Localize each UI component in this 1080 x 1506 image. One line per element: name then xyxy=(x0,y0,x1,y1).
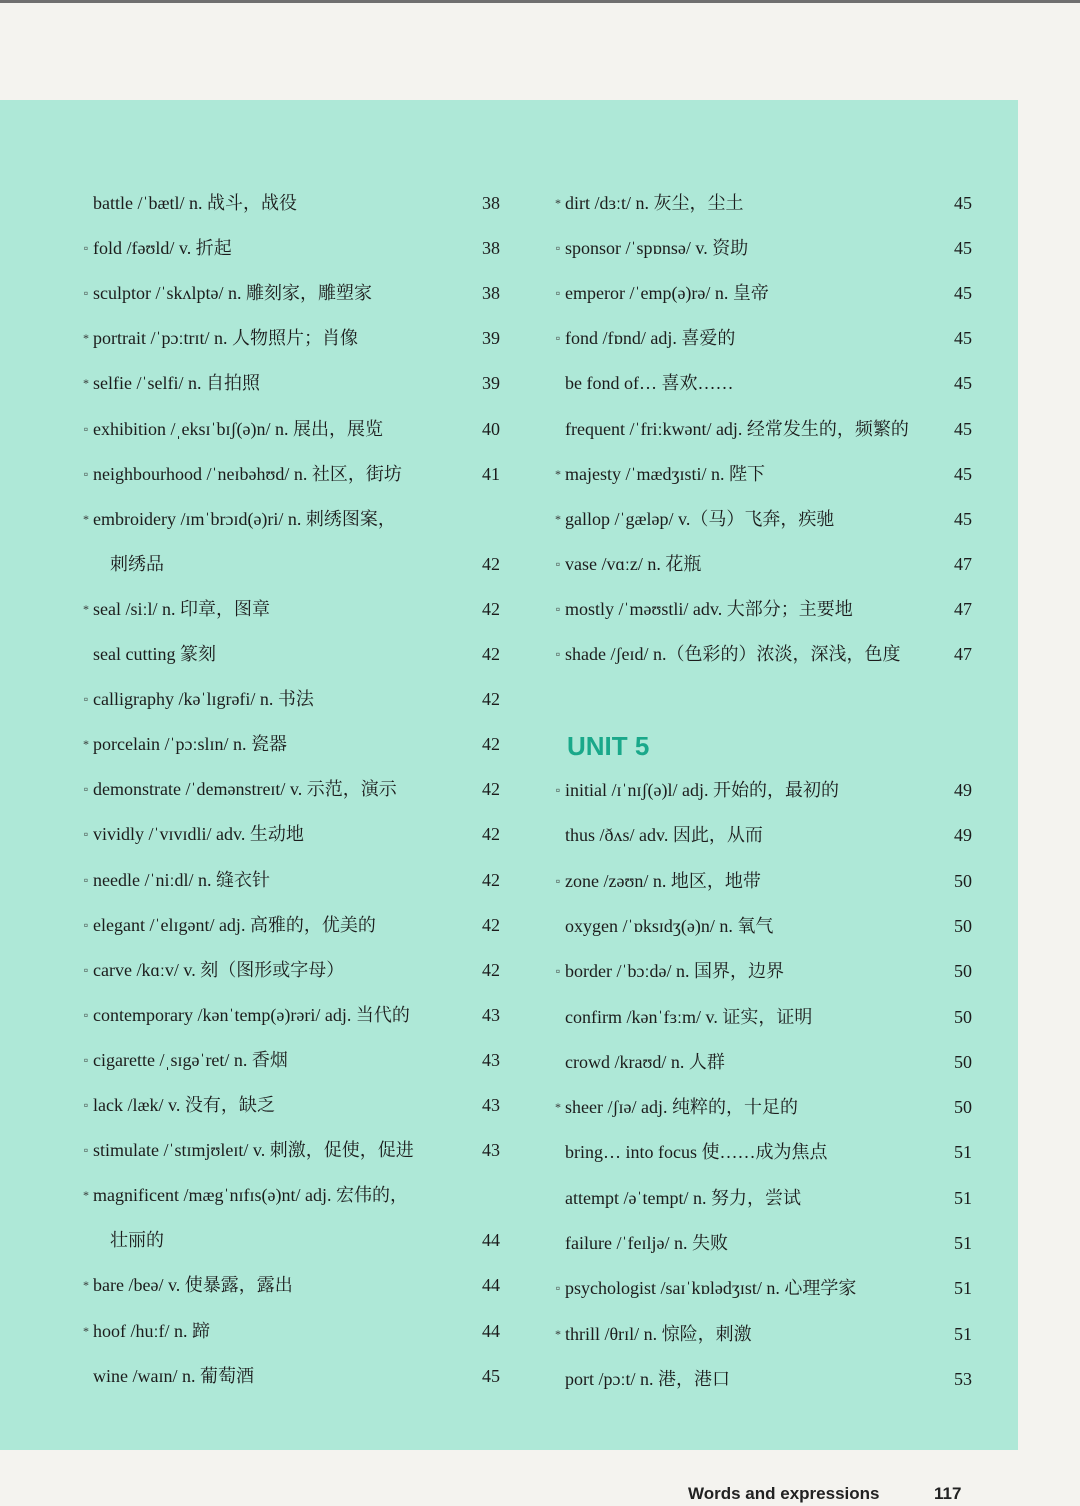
entry-text: porcelain /ˈpɔːslɪn/ n. 瓷器 xyxy=(93,734,287,755)
vocab-entry xyxy=(552,1046,972,1078)
star-marker-icon: * xyxy=(83,1278,89,1293)
entry-page-number: 42 xyxy=(482,869,500,890)
entry-page-number: 43 xyxy=(482,1095,500,1115)
vocab-entry xyxy=(552,593,972,625)
entry-page-number: 42 xyxy=(482,598,500,619)
entry-page-number: 49 xyxy=(954,825,972,846)
entry-page-number: 42 xyxy=(482,644,500,664)
entry-text: needle /ˈniːdl/ n. 缝衣针 xyxy=(93,869,270,890)
vocab-entry xyxy=(552,277,972,309)
vocab-entry xyxy=(80,999,500,1031)
entry-page-number: 45 xyxy=(482,1365,500,1386)
entry-text: sheer /ʃɪə/ adj. 纯粹的，十足的 xyxy=(565,1097,798,1118)
entry-text: frequent /ˈfriːkwənt/ adj. 经常发生的，频繁的 xyxy=(565,418,909,439)
star-marker-icon: * xyxy=(555,1326,561,1341)
star-marker-icon: * xyxy=(555,1100,561,1115)
entry-text: initial /ɪˈnɪʃ(ə)l/ adj. 开始的，最初的 xyxy=(565,780,839,800)
entry-text: battle /ˈbætl/ n. 战斗，战役 xyxy=(93,193,297,213)
entry-page-number: 39 xyxy=(482,328,500,349)
entry-text: hoof /huːf/ n. 蹄 xyxy=(93,1320,210,1341)
box-marker-icon: ▫ xyxy=(83,241,89,256)
entry-page-number: 49 xyxy=(954,780,972,800)
box-marker-icon: ▫ xyxy=(555,964,561,979)
page-footer xyxy=(688,1484,962,1504)
star-marker-icon: * xyxy=(555,511,561,526)
top-rule xyxy=(0,0,1080,3)
vocab-entry xyxy=(552,1227,972,1259)
entry-text: port /pɔːt/ n. 港，港口 xyxy=(565,1368,730,1389)
entry-text: crowd /kraʊd/ n. 人群 xyxy=(565,1051,725,1072)
entry-page-number: 39 xyxy=(482,373,500,394)
box-marker-icon: ▫ xyxy=(83,1098,89,1112)
vocab-entry xyxy=(80,1089,500,1121)
star-marker-icon: * xyxy=(83,1188,89,1203)
entry-page-number: 42 xyxy=(482,959,500,980)
entry-page-number: 38 xyxy=(482,283,500,304)
entry-page-number: 38 xyxy=(482,193,500,213)
entry-text: oxygen /ˈɒksɪdʒ(ə)n/ n. 氧气 xyxy=(565,915,774,936)
entry-page-number: 51 xyxy=(954,1233,972,1253)
entry-text: thrill /θrɪl/ n. 惊险，刺激 xyxy=(565,1323,752,1344)
box-marker-icon: ▫ xyxy=(83,962,89,977)
entry-text: elegant /ˈelɪgənt/ adj. 高雅的，优美的 xyxy=(93,914,376,935)
vocab-entry xyxy=(552,1318,972,1350)
box-marker-icon: ▫ xyxy=(83,782,89,797)
vocab-entry xyxy=(80,864,500,896)
entry-text: mostly /ˈməʊstli/ adv. 大部分；主要地 xyxy=(565,598,853,619)
vocab-entry xyxy=(552,638,972,670)
star-marker-icon: * xyxy=(83,376,89,391)
vocab-entry xyxy=(80,728,500,760)
vocab-entry xyxy=(552,1091,972,1123)
entry-page-number: 45 xyxy=(954,193,972,213)
vocab-entry xyxy=(552,232,972,264)
vocab-entry xyxy=(552,1136,972,1168)
box-marker-icon: ▫ xyxy=(83,872,89,887)
entry-text: vividly /ˈvɪvɪdli/ adv. 生动地 xyxy=(93,824,304,845)
vocab-entry xyxy=(552,910,972,942)
entry-text: embroidery /ɪmˈbrɔɪd(ə)ri/ n. 刺绣图案， xyxy=(93,508,396,529)
entry-text: bare /beə/ v. 使暴露，露出 xyxy=(93,1275,293,1296)
entry-text: be fond of… 喜欢…… xyxy=(565,373,734,394)
entry-text: zone /zəʊn/ n. 地区，地带 xyxy=(565,870,761,891)
box-marker-icon: ▫ xyxy=(555,331,561,346)
vocab-entry xyxy=(80,503,500,535)
vocabulary-panel xyxy=(0,100,1018,1450)
entry-page-number: 50 xyxy=(954,870,972,891)
vocab-entry xyxy=(80,638,500,670)
entry-text: 壮丽的 xyxy=(110,1230,164,1251)
box-marker-icon: ▫ xyxy=(555,241,561,256)
entry-page-number: 50 xyxy=(954,961,972,982)
vocab-entry xyxy=(80,1224,500,1256)
entry-page-number: 44 xyxy=(482,1320,500,1341)
entry-text: emperor /ˈemp(ə)rə/ n. 皇帝 xyxy=(565,283,769,304)
entry-page-number: 41 xyxy=(482,463,500,484)
entry-page-number: 50 xyxy=(954,1006,972,1027)
entry-page-number: 51 xyxy=(954,1323,972,1344)
entry-page-number: 47 xyxy=(954,553,972,574)
entry-page-number: 51 xyxy=(954,1142,972,1163)
entry-text: seal cutting 篆刻 xyxy=(93,644,216,664)
entry-text: seal /siːl/ n. 印章，图章 xyxy=(93,598,270,619)
vocab-entry xyxy=(552,367,972,399)
vocab-entry xyxy=(80,187,500,219)
vocab-entry xyxy=(552,1001,972,1033)
box-marker-icon: ▫ xyxy=(555,783,561,797)
vocab-entry xyxy=(552,865,972,897)
entry-page-number: 42 xyxy=(482,779,500,800)
entry-text: dirt /dɜːt/ n. 灰尘，尘土 xyxy=(565,193,744,213)
box-marker-icon: ▫ xyxy=(83,286,89,301)
entry-text: thus /ðʌs/ adv. 因此，从而 xyxy=(565,825,763,846)
vocab-entry xyxy=(552,548,972,580)
entry-text: stimulate /ˈstɪmjʊleɪt/ v. 刺激，促使，促进 xyxy=(93,1140,414,1161)
entry-page-number: 45 xyxy=(954,463,972,484)
vocab-entry xyxy=(80,1179,500,1211)
entry-text: shade /ʃeɪd/ n.（色彩的）浓淡，深浅，色度 xyxy=(565,644,901,664)
entry-page-number: 43 xyxy=(482,1004,500,1025)
vocab-entry xyxy=(80,593,500,625)
entry-page-number: 42 xyxy=(482,689,500,710)
vocab-entry xyxy=(80,954,500,986)
entry-text: fond /fɒnd/ adj. 喜爱的 xyxy=(565,328,736,349)
entry-text: vase /vɑːz/ n. 花瓶 xyxy=(565,553,702,574)
vocab-entry xyxy=(552,503,972,535)
vocab-entry xyxy=(552,1272,972,1304)
entry-text: cigarette /ˌsɪgəˈret/ n. 香烟 xyxy=(93,1049,288,1070)
vocab-entry xyxy=(552,955,972,987)
vocab-entry xyxy=(80,818,500,850)
entry-page-number: 42 xyxy=(482,553,500,574)
entry-text: demonstrate /ˈdemənstreɪt/ v. 示范，演示 xyxy=(93,779,397,800)
star-marker-icon: * xyxy=(83,511,89,526)
vocab-entry xyxy=(80,1134,500,1166)
vocab-entry xyxy=(552,322,972,354)
entry-text: sculptor /ˈskʌlptə/ n. 雕刻家，雕塑家 xyxy=(93,283,372,304)
box-marker-icon: ▫ xyxy=(83,827,89,842)
entry-page-number: 47 xyxy=(954,644,972,664)
box-marker-icon: ▫ xyxy=(83,692,89,707)
entry-page-number: 51 xyxy=(954,1187,972,1208)
entry-text: carve /kɑːv/ v. 刻（图形或字母） xyxy=(93,959,345,980)
box-marker-icon: ▫ xyxy=(83,466,89,481)
entry-page-number: 45 xyxy=(954,283,972,304)
vocab-entry xyxy=(80,1269,500,1301)
vocab-entry xyxy=(80,413,500,445)
box-marker-icon: ▫ xyxy=(83,917,89,932)
vocab-entry xyxy=(80,773,500,805)
entry-page-number: 44 xyxy=(482,1230,500,1251)
box-marker-icon: ▫ xyxy=(83,421,89,436)
entry-text: contemporary /kənˈtemp(ə)rəri/ adj. 当代的 xyxy=(93,1004,410,1025)
entry-page-number: 47 xyxy=(954,598,972,619)
vocab-entry xyxy=(552,458,972,490)
vocab-entry xyxy=(552,1182,972,1214)
entry-page-number: 42 xyxy=(482,824,500,845)
entry-text: calligraphy /kəˈlɪgrəfi/ n. 书法 xyxy=(93,689,314,710)
box-marker-icon: ▫ xyxy=(555,1281,561,1296)
star-marker-icon: * xyxy=(555,466,561,481)
entry-page-number: 43 xyxy=(482,1140,500,1161)
entry-text: confirm /kənˈfɜːm/ v. 证实，证明 xyxy=(565,1006,813,1027)
entry-text: lack /læk/ v. 没有，缺乏 xyxy=(93,1095,275,1115)
vocab-entry xyxy=(80,367,500,399)
entry-text: 刺绣品 xyxy=(110,553,164,574)
footer-page-number: 117 xyxy=(934,1484,962,1503)
entry-text: selfie /ˈselfi/ n. 自拍照 xyxy=(93,373,260,394)
entry-text: gallop /ˈgæləp/ v.（马）飞奔，疾驰 xyxy=(565,508,835,529)
star-marker-icon: * xyxy=(555,196,561,210)
vocab-entry xyxy=(552,819,972,851)
entry-text: exhibition /ˌeksɪˈbɪʃ(ə)n/ n. 展出，展览 xyxy=(93,418,383,439)
entry-page-number: 51 xyxy=(954,1278,972,1299)
entry-text: attempt /əˈtempt/ n. 努力，尝试 xyxy=(565,1187,801,1208)
box-marker-icon: ▫ xyxy=(555,873,561,888)
entry-page-number: 45 xyxy=(954,328,972,349)
star-marker-icon: * xyxy=(83,737,89,752)
vocab-entry xyxy=(80,458,500,490)
box-marker-icon: ▫ xyxy=(555,286,561,301)
entry-page-number: 38 xyxy=(482,238,500,259)
entry-page-number: 40 xyxy=(482,418,500,439)
entry-text: magnificent /mægˈnɪfɪs(ə)nt/ adj. 宏伟的， xyxy=(93,1185,408,1206)
entry-text: fold /fəʊld/ v. 折起 xyxy=(93,238,232,259)
vocab-entry xyxy=(80,909,500,941)
entry-page-number: 50 xyxy=(954,915,972,936)
vocab-entry xyxy=(80,1315,500,1347)
entry-page-number: 42 xyxy=(482,914,500,935)
vocab-entry xyxy=(552,413,972,445)
entry-text: border /ˈbɔːdə/ n. 国界，边界 xyxy=(565,961,784,982)
entry-page-number: 42 xyxy=(482,734,500,755)
vocab-entry xyxy=(80,232,500,264)
entry-page-number: 45 xyxy=(954,238,972,259)
vocab-entry xyxy=(80,1044,500,1076)
entry-text: majesty /ˈmædʒɪsti/ n. 陛下 xyxy=(565,463,765,484)
vocab-entry xyxy=(552,1363,972,1395)
box-marker-icon: ▫ xyxy=(555,556,561,571)
entry-page-number: 53 xyxy=(954,1368,972,1389)
footer-title: Words and expressions xyxy=(688,1484,880,1503)
vocab-entry xyxy=(80,683,500,715)
entry-text: portrait /ˈpɔːtrɪt/ n. 人物照片；肖像 xyxy=(93,328,358,349)
entry-page-number: 45 xyxy=(954,418,972,439)
entry-page-number: 50 xyxy=(954,1051,972,1072)
box-marker-icon: ▫ xyxy=(83,1052,89,1067)
star-marker-icon: * xyxy=(83,601,89,616)
entry-text: psychologist /saɪˈkɒlədʒɪst/ n. 心理学家 xyxy=(565,1278,857,1299)
entry-text: neighbourhood /ˈneɪbəhʊd/ n. 社区，街坊 xyxy=(93,463,402,484)
box-marker-icon: ▫ xyxy=(555,601,561,616)
vocab-entry xyxy=(552,774,972,806)
vocab-entry xyxy=(80,548,500,580)
entry-text: sponsor /ˈspɒnsə/ v. 资助 xyxy=(565,238,749,259)
star-marker-icon: * xyxy=(83,1323,89,1338)
entry-page-number: 45 xyxy=(954,373,972,394)
box-marker-icon: ▫ xyxy=(83,1007,89,1022)
star-marker-icon: * xyxy=(83,331,89,346)
vocab-entry xyxy=(80,1360,500,1392)
vocab-entry xyxy=(80,322,500,354)
vocab-entry xyxy=(552,187,972,219)
box-marker-icon: ▫ xyxy=(83,1143,89,1158)
entry-text: failure /ˈfeɪljə/ n. 失败 xyxy=(565,1233,728,1253)
entry-page-number: 43 xyxy=(482,1049,500,1070)
entry-text: bring… into focus 使……成为焦点 xyxy=(565,1142,828,1163)
unit-heading: UNIT 5 xyxy=(567,731,650,761)
vocab-entry xyxy=(80,277,500,309)
entry-page-number: 45 xyxy=(954,508,972,529)
entry-text: wine /waɪn/ n. 葡萄酒 xyxy=(93,1365,254,1386)
box-marker-icon: ▫ xyxy=(555,647,561,661)
entry-page-number: 44 xyxy=(482,1275,500,1296)
entry-page-number: 50 xyxy=(954,1097,972,1118)
